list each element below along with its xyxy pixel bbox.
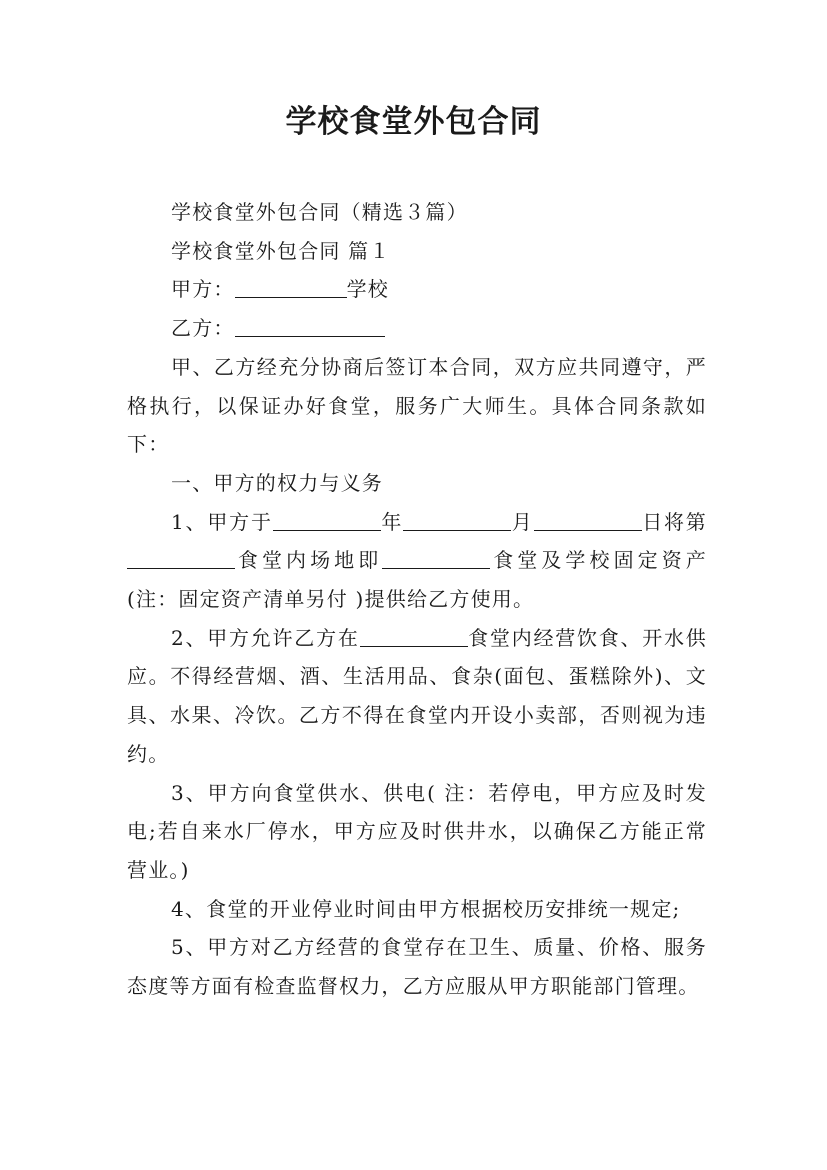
clause-3: 3、甲方向食堂供水、供电( 注：若停电，甲方应及时发电;若自来水厂停水，甲方应及时供井水，以确保乙方能正常营业。) bbox=[127, 780, 707, 882]
clause-2-part-a: 2、甲方允许乙方在 bbox=[171, 625, 360, 650]
clause-1-part-f: 食堂及学校固定资产(注：固定资产清单另付 )提供给乙方使用。 bbox=[127, 548, 707, 612]
clause-2-part-b: 食堂内经营饮食、开水供应。不得经营烟、酒、生活用品、食杂(面包、蛋糕除外)、文具、水果、冷饮。乙方不得在食堂内开设小卖部，否则视为违约。 bbox=[127, 625, 708, 766]
subtitle-line: 学校食堂外包合同（精选３篇） bbox=[171, 200, 468, 224]
party-a-label: 甲方： bbox=[171, 277, 235, 302]
clause-1-part-e: 食堂内场地即 bbox=[235, 548, 383, 573]
party-b-line bbox=[127, 309, 707, 348]
party-a-suffix: 学校 bbox=[346, 277, 390, 302]
clause-5: 5、甲方对乙方经营的食堂存在卫生、质量、价格、服务态度等方面有检查监督权力，乙方应服从甲方职能部门管理。 bbox=[127, 935, 707, 999]
intro-paragraph: 甲、乙方经充分协商后签订本合同，双方应共同遵守，严格执行，以保证办好食堂，服务广大师生。具体合同条款如下： bbox=[127, 354, 707, 457]
canteen-no-blank bbox=[127, 548, 235, 569]
canteen-blank bbox=[360, 626, 468, 647]
document-body bbox=[127, 193, 707, 1006]
document-title: 学校食堂外包合同 bbox=[285, 104, 542, 140]
section-heading: 学校食堂外包合同 篇１ bbox=[171, 238, 391, 263]
month-blank bbox=[403, 510, 511, 531]
clause-1-part-d: 日将第 bbox=[641, 509, 708, 534]
clause-4: 4、食堂的开业停业时间由甲方根据校历安排统一规定; bbox=[171, 896, 681, 921]
party-a-blank bbox=[235, 277, 347, 298]
party-a-line bbox=[127, 270, 707, 309]
year-blank bbox=[273, 510, 381, 531]
party-b-label: 乙方： bbox=[171, 316, 235, 341]
clause-1-part-a: 1、甲方于 bbox=[171, 509, 273, 534]
party-b-blank bbox=[235, 316, 385, 337]
clause-1-part-b: 年 bbox=[380, 509, 404, 534]
day-blank bbox=[534, 510, 642, 531]
venue-blank bbox=[382, 548, 490, 569]
heading-party-a-rights: 一、甲方的权力与义务 bbox=[171, 470, 383, 495]
clause-1 bbox=[127, 503, 707, 619]
clause-1-part-c: 月 bbox=[511, 509, 534, 534]
clause-2 bbox=[127, 619, 707, 774]
